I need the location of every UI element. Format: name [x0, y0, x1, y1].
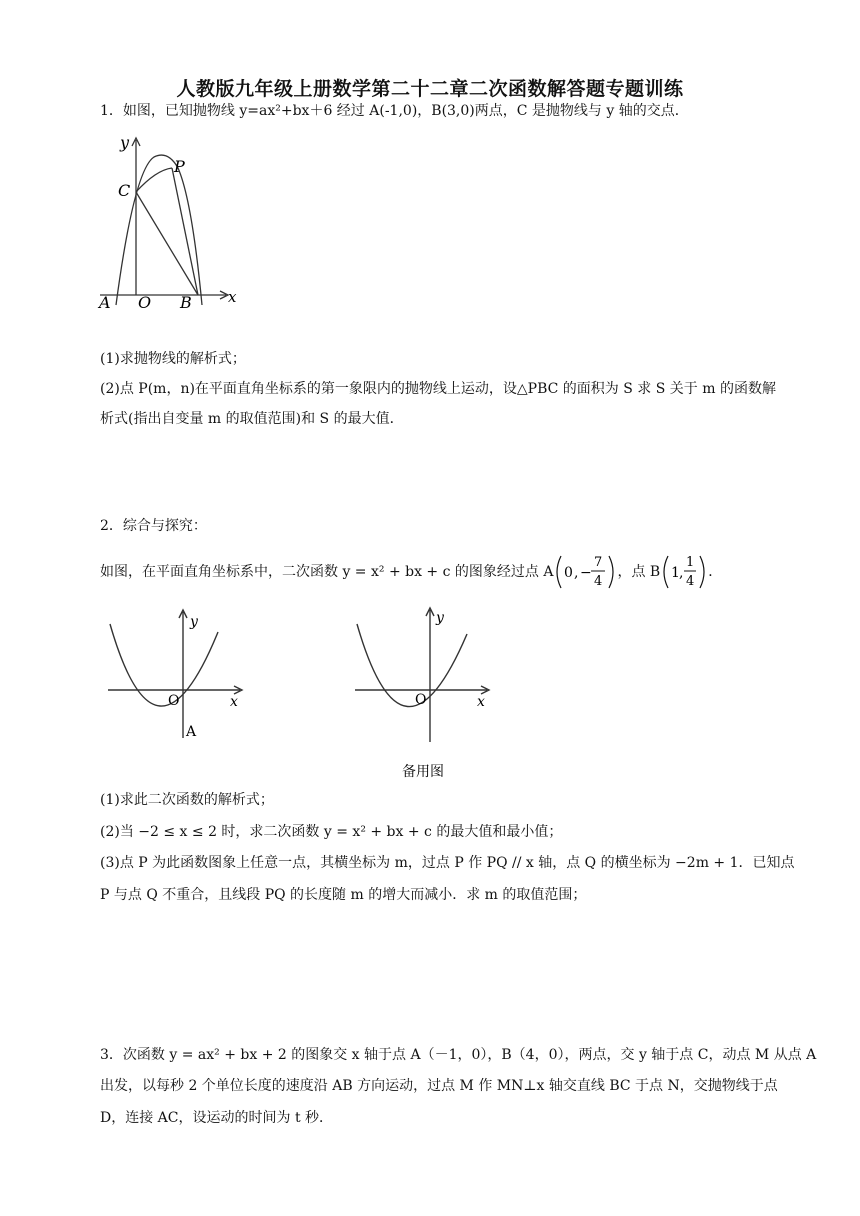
q2-fig-label-y: y [190, 614, 198, 630]
q3-line1: 3．次函数 y = ax² + bx + 2 的图象交 x 轴于点 A（－1，0），B（4，0），两点，交 y 轴于点 C，动点 M 从点 A [100, 1047, 817, 1063]
q2-point-b-den: 4 [686, 574, 695, 589]
q2-backup-label-x: x [477, 694, 485, 710]
q1-fig-label-O: O [138, 293, 152, 312]
q2-fig-label-O: O [168, 693, 180, 709]
q2-figure-backup [347, 604, 497, 784]
q2-fig-label-A: A [186, 724, 197, 740]
q1-fig-label-y: y [120, 133, 130, 152]
q2-stem-end: ． [708, 564, 723, 580]
q3-line3: D，连接 AC，设运动的时间为 t 秒． [100, 1110, 334, 1126]
svg-text:,: , [679, 565, 684, 581]
q2-backup-caption: 备用图 [402, 764, 444, 780]
q1-part1: (1)求抛物线的解析式； [100, 351, 246, 367]
q2-point-b-x: 1 [671, 565, 681, 581]
q1-fig-label-B: B [180, 293, 192, 312]
q2-point-a-num: 7 [594, 555, 603, 570]
q1-fig-label-C: C [118, 181, 131, 200]
q2-backup-label-O: O [415, 692, 427, 708]
q2-part2: (2)当 −2 ≤ x ≤ 2 时，求二次函数 y = x² + bx + c 的最大值和最小值； [100, 824, 563, 840]
q1-part2-line1: (2)点 P(m，n)在平面直角坐标系的第一象限内的抛物线上运动，设△PBC 的面积为 S 求 S 关于 m 的函数解 [100, 381, 776, 397]
q1-fig-label-x: x [228, 288, 237, 306]
q1-figure [96, 130, 246, 312]
q2-stem-mid: ，点 B [617, 564, 661, 580]
q2-point-b-num: 1 [686, 555, 695, 570]
q2-point-b-coords [660, 552, 708, 592]
q1-part2-line2: 析式(指出自变量 m 的取值范围)和 S 的最大值． [100, 411, 404, 427]
q1-fig-label-A: A [99, 293, 111, 312]
q1-fig-label-P: P [174, 157, 185, 176]
q2-stem-prefix: 如图，在平面直角坐标系中，二次函数 y = x² + bx + c 的图象经过点 A [100, 564, 554, 580]
q2-part3-line1: (3)点 P 为此函数图象上任意一点，其横坐标为 m，过点 P 作 PQ // x 轴，点 Q 的横坐标为 −2m + 1．已知点 [100, 855, 795, 871]
page-title: 人教版九年级上册数学第二十二章二次函数解答题专题训练 [176, 78, 684, 100]
q2-point-a-sign: − [580, 565, 593, 581]
q2-point-a-coords [553, 552, 617, 592]
q2-backup-label-y: y [436, 610, 444, 626]
q2-fig-label-x: x [230, 694, 238, 710]
q2-point-a-den: 4 [594, 574, 603, 589]
q2-heading: 2．综合与探究： [100, 518, 207, 534]
q2-stem [100, 554, 722, 590]
q2-part3-line2: P 与点 Q 不重合，且线段 PQ 的长度随 m 的增大而减小．求 m 的取值范围； [100, 887, 587, 903]
q1-stem: 1．如图，已知抛物线 y=ax²+bx＋6 经过 A(-1,0)，B(3,0)两点，C 是抛物线与 y 轴的交点． [100, 103, 689, 119]
q2-part1: (1)求此二次函数的解析式； [100, 792, 274, 808]
q3-line2: 出发，以每秒 2 个单位长度的速度沿 AB 方向运动，过点 M 作 MN⊥x 轴交直线 BC 于点 N，交抛物线于点 [100, 1078, 778, 1094]
svg-text:,: , [574, 565, 579, 581]
q2-point-a-x: 0 [564, 565, 574, 581]
q2-figure-main [100, 604, 250, 744]
